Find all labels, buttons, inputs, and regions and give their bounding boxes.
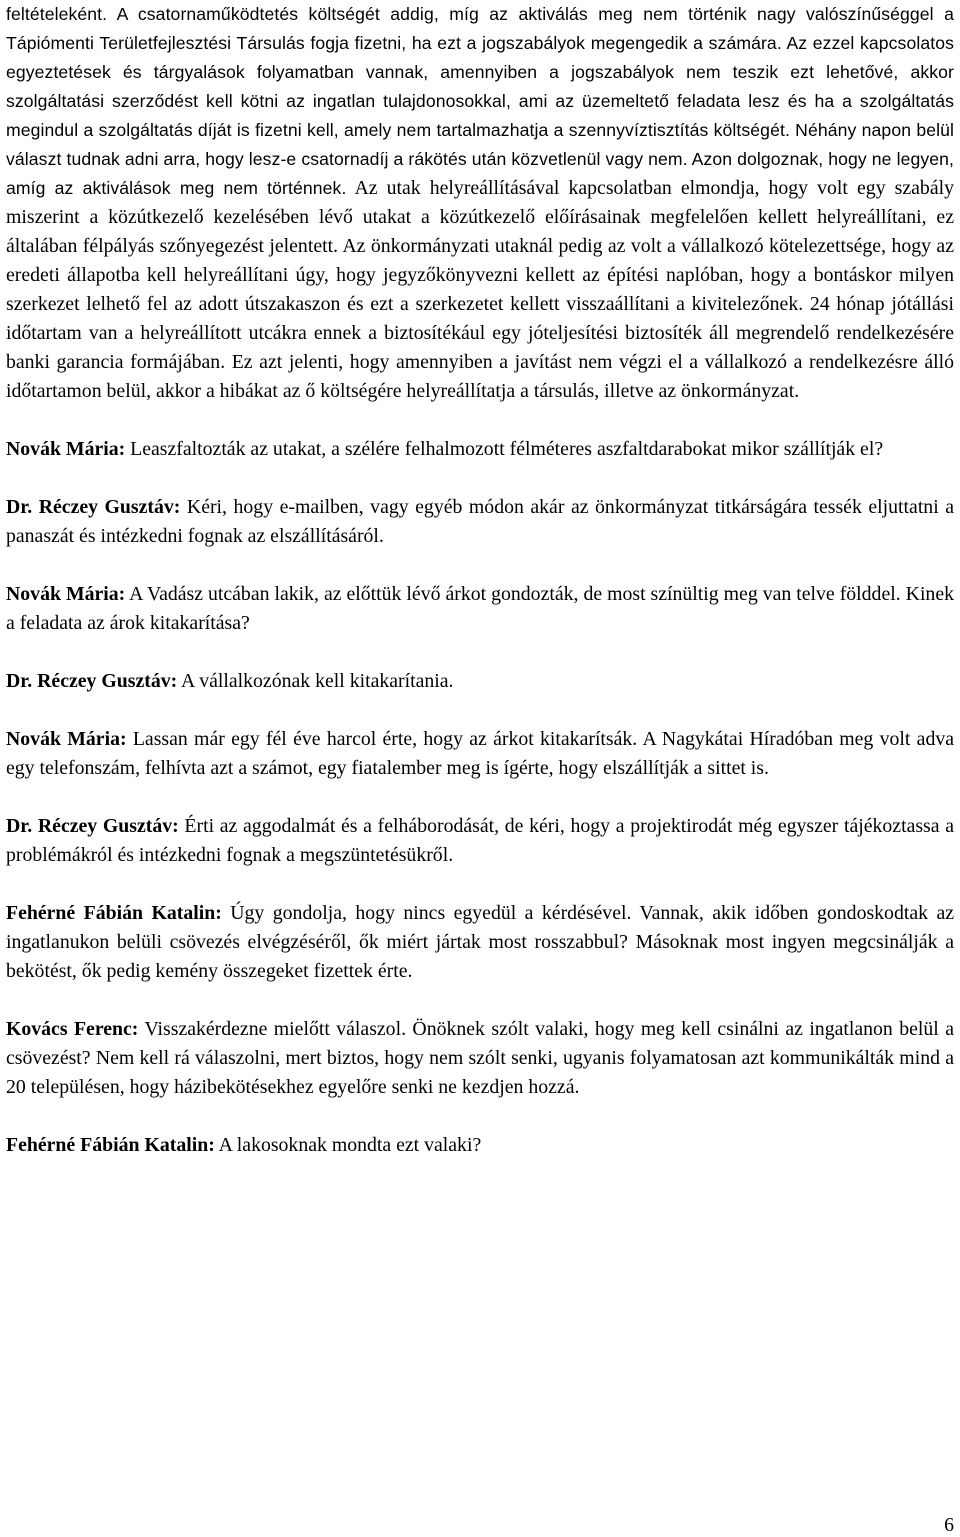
exchange-paragraph <box>6 812 954 870</box>
exchange-paragraph <box>6 899 954 986</box>
speaker-text: Leaszfaltozták az utakat, a szélére felhalmozott félméteres aszfaltdarabokat mikor szállítják el? <box>125 438 884 460</box>
speaker-text: A Vadász utcában lakik, az előttük lévő árkot gondozták, de most színültig meg van telve földdel. Kinek a feladata az árok kitakarítása? <box>6 583 954 634</box>
speaker-text: Úgy gondolja, hogy nincs egyedül a kérdésével. Vannak, akik időben gondoskodtak az ingatlanukon belüli csövezés elvégzéséről, ők miért jártak most rosszabbul? Másoknak most ingyen megcsinálják a bekötést, ők pedig kemény összegeket fizettek érte. <box>6 902 955 982</box>
opening-paragraph <box>6 0 954 406</box>
speaker-name: Dr. Réczey Gusztáv: <box>6 670 178 692</box>
exchange-paragraph <box>6 1015 954 1102</box>
opening-text-part1: feltételeként. A csatornaműködtetés költségét addig, míg az aktiválás meg nem történik nagy valószínűséggel a Tápiómenti Területfejlesztési Társulás fogja fizetni, ha ezt a jogszabályok megengedik a számára. Az ezzel kapcsolatos egyeztetések és tárgyalások folyamatban vannak, amennyiben a jogszabályok nem teszik ezt lehetővé, akkor szolgáltatási szerződést kell kötni az ingatlan tulajdonosokkal, ami az üzemeltető feladata lesz és ha a szolgáltatás megindul a szolgáltatás díját is fizetni kell, amely nem tartalmazhatja a szennyvíztisztítás költségét. Néhány napon belül választ tudnak adni arra, hogy lesz-e csatornadíj a rákötés után közvetlenül vagy nem. Azon dolgoznak, hogy ne legyen, amíg az aktiválások meg nem történnek. <box>6 4 954 198</box>
exchange-paragraph <box>6 725 954 783</box>
speaker-name: Novák Mária: <box>6 728 127 750</box>
speaker-text: Lassan már egy fél éve harcol érte, hogy az árkot kitakarítsák. A Nagykátai Híradóban meg volt adva egy telefonszám, felhívta azt a számot, egy fiatalember meg is ígérte, hogy elszállítják a sittet is. <box>6 728 955 779</box>
exchange-paragraph <box>6 580 954 638</box>
opening-text-part2: Az utak helyreállításával kapcsolatban elmondja, hogy volt egy szabály miszerint a közútkezelő kezelésében lévő utakat a közútkezelő előírásainak megfelelően kellett helyreállítani, ez általában félpályás szőnyegezést jelentett. Az önkormányzati utaknál pedig az volt a vállalkozó kötelezettsége, hogy az eredeti állapotba kell helyreállítani úgy, hogy jegyzőkönyvezni kellett az építési naplóban, hogy a bontáskor milyen szerkezet lelhető fel az adott útszakaszon és ezt a szerkezetet kellett visszaállítani a kivitelezőnek. 24 hónap jótállási időtartam van a helyreállított utcákra ennek a biztosítékául egy jóteljesítési biztosíték áll megrendelő rendelkezésére banki garancia formájában. Ez azt jelenti, hogy amennyiben a javítást nem végzi el a vállalkozó a rendelkezésre álló időtartamon belül, akkor a hibákat az ő költségére helyreállítatja a társulás, illetve az önkormányzat. <box>6 177 954 402</box>
speaker-name: Fehérné Fábián Katalin: <box>6 1134 215 1156</box>
speaker-name: Fehérné Fábián Katalin: <box>6 902 222 924</box>
speaker-name: Dr. Réczey Gusztáv: <box>6 815 179 837</box>
document-page <box>6 0 954 1160</box>
speaker-text: Érti az aggodalmát és a felháborodását, de kéri, hogy a projektirodát még egyszer tájékoztassa a problémákról és intézkedni fognak a megszüntetésükről. <box>6 815 955 866</box>
page-number: 6 <box>944 1514 954 1536</box>
speaker-text: Kéri, hogy e-mailben, vagy egyéb módon akár az önkormányzat titkárságára tessék eljuttatni a panaszát és intézkedni fognak az elszállításáról. <box>6 496 955 547</box>
speaker-name: Kovács Ferenc: <box>6 1018 139 1040</box>
exchange-paragraph <box>6 667 954 696</box>
speaker-name: Dr. Réczey Gusztáv: <box>6 496 181 518</box>
exchange-paragraph <box>6 435 954 464</box>
speaker-text: A vállalkozónak kell kitakarítania. <box>177 670 454 692</box>
exchange-paragraph <box>6 1131 954 1160</box>
speaker-name: Novák Mária: <box>6 583 126 605</box>
speaker-name: Novák Mária: <box>6 438 126 460</box>
exchange-paragraph <box>6 493 954 551</box>
speaker-text: Visszakérdezne mielőtt válaszol. Önöknek szólt valaki, hogy meg kell csinálni az ingatlanon belül a csövezést? Nem kell rá válaszolni, mert biztos, hogy nem szólt senki, ugyanis folyamatosan azt kommunikálták mind a 20 településen, hogy házibekötésekhez egyelőre senki ne kezdjen hozzá. <box>6 1018 954 1098</box>
speaker-text: A lakosoknak mondta ezt valaki? <box>214 1134 482 1156</box>
